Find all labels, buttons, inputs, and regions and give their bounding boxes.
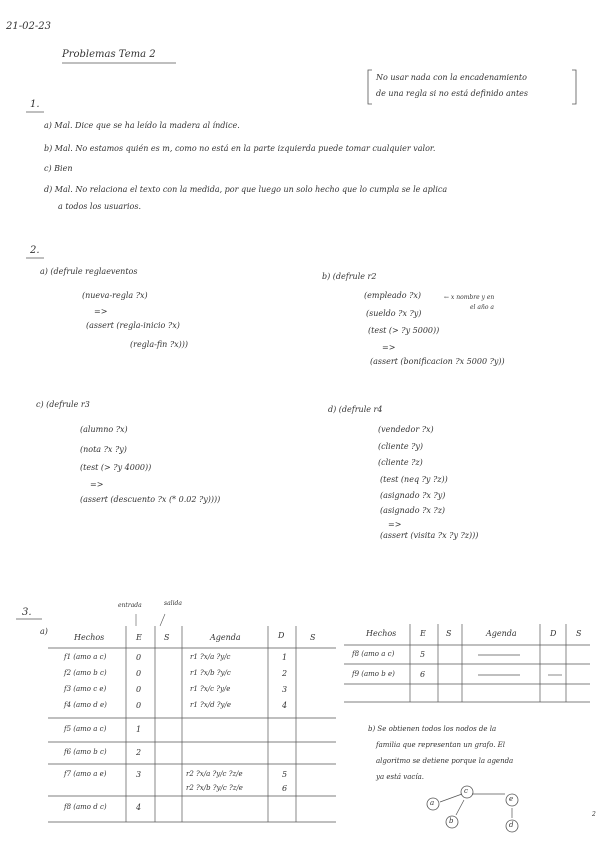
t1-hecho: f5 (amo a c) [64,725,107,733]
t1-agenda: r2 ?x/b ?y/c ?z/e [186,784,243,792]
t1-hecho: f3 (amo c e) [64,685,107,693]
p2-a-line: a) (defrule reglaeventos [40,267,138,276]
p2-c-line: (test (> ?y 4000)) [80,463,152,472]
p2-b-line: (test (> ?y 5000)) [368,326,440,335]
p1-c: c) Bien [44,164,73,173]
t2-header-d: D [550,629,557,638]
t1-e: 4 [136,803,142,812]
note-bracket-right [572,70,576,104]
t1-hecho: f2 (amo b c) [64,669,107,677]
p2-b-line: (sueldo ?x ?y) [366,309,422,318]
page-mark: 2 [592,811,596,818]
p2-b-note: el año a [470,304,494,311]
t2-hecho: f9 (amo b e) [352,670,395,678]
p1-d-line1: d) Mal. No relaciona el texto con la medida, por que luego un solo hecho que lo cumpla se le aplica [44,185,448,194]
t1-e: 0 [136,701,142,710]
p2-number: 2. [30,245,40,256]
p2-c-line: (nota ?x ?y) [80,445,127,454]
t1-e: 0 [136,669,142,678]
t1-header-s: S [164,633,170,642]
salida-arrow [160,614,165,626]
t1-d: 5 [282,770,288,779]
p3-b-line: algoritmo se detiene porque la agenda [376,757,514,765]
date: 21-02-23 [6,21,51,32]
t1-d: 4 [282,701,288,710]
t1-d: 3 [282,685,288,694]
t1-header-agenda: Agenda [210,633,241,642]
t1-e: 3 [136,770,142,779]
t1-d: 2 [282,669,288,678]
p2-a-line: => [94,307,108,316]
t1-hecho: f4 (amo d e) [64,701,107,709]
t1-e: 0 [136,653,142,662]
t2-header-agenda: Agenda [486,629,517,638]
t1-header-hechos: Hechos [74,633,105,642]
p2-a-line: (nueva-regla ?x) [82,291,148,300]
t2-header-e: E [420,629,426,638]
t1-e: 1 [136,725,142,734]
t2-header-s: S [446,629,452,638]
p3-number: 3. [22,607,32,618]
t1-d: 1 [282,653,288,662]
t1-e: 2 [136,748,142,757]
p1-b: b) Mal. No estamos quién es m, como no está en la parte izquierda puede tomar cualquier valor. [44,144,436,153]
t2-header-s2: S [576,629,582,638]
graph-label-a: a [430,799,435,807]
p2-c-line: c) (defrule r3 [36,400,90,409]
p2-d-line: (test (neq ?y ?z)) [380,475,448,484]
graph-edges [440,794,512,818]
note-line-1: No usar nada con la encadenamiento [376,73,527,82]
p2-c-line: (alumno ?x) [80,425,128,434]
p3-part-a: a) [40,627,48,636]
p2-d-line: d) (defrule r4 [328,405,383,414]
p1-a: a) Mal. Dice que se ha leído la madera al índice. [44,121,240,130]
t1-agenda: r1 ?x/b ?y/c [190,669,231,677]
salida-label: salida [164,600,182,607]
note-bracket-left [368,70,372,104]
p3-b-line: ya está vacía. [376,773,424,781]
p2-c-line: => [90,480,104,489]
graph-label-b: b [449,817,454,825]
note-line-2: de una regla si no está definido antes [376,89,529,98]
t1-agenda: r1 ?x/d ?y/e [190,701,231,709]
t2-hecho: f8 (amo a c) [352,650,395,658]
p2-d-line: (cliente ?z) [378,458,423,467]
t1-d: 6 [282,784,288,793]
p2-d-line: (asignado ?x ?z) [380,506,446,515]
graph-label-d: d [509,821,514,829]
t1-header-e: E [136,633,142,642]
p1-number: 1. [30,99,40,110]
t1-hecho: f1 (amo a c) [64,653,107,661]
t2-header-hechos: Hechos [366,629,397,638]
t1-e: 0 [136,685,142,694]
t1-agenda: r1 ?x/c ?y/e [190,685,231,693]
p2-d-line: (vendedor ?x) [378,425,434,434]
t2-e: 5 [420,650,426,659]
p2-b-line: (empleado ?x) [364,291,422,300]
p2-c-line: (assert (descuento ?x (* 0.02 ?y)))) [80,495,221,504]
p2-a-line: (regla-fin ?x))) [130,340,189,349]
graph-label-e: e [509,795,514,803]
t1-hecho: f6 (amo b c) [64,748,107,756]
p2-d-line: (cliente ?y) [378,442,424,451]
t1-header-s2: S [310,633,316,642]
graph-nodes [427,786,518,832]
p3-b-line: b) Se obtienen todos los nodos de la [368,725,497,733]
p2-b-line: b) (defrule r2 [322,272,377,281]
p2-b-line: => [382,343,396,352]
entrada-label: entrada [118,602,142,609]
p3-b-line: familia que representan un grafo. El [376,741,506,749]
p1-d-line2: a todos los usuarios. [58,202,141,211]
graph-label-c: c [464,787,468,795]
p2-d-line: => [388,520,402,529]
p2-d-line: (assert (visita ?x ?y ?z))) [380,531,479,540]
t2-e: 6 [420,670,426,679]
page-title: Problemas Tema 2 [62,49,156,60]
p2-d-line: (asignado ?x ?y) [380,491,446,500]
p2-a-line: (assert (regla-inicio ?x) [86,321,180,330]
p2-b-line: (assert (bonificacion ?x 5000 ?y)) [370,357,505,366]
t1-header-d: D [278,631,285,640]
t1-hecho: f8 (amo d c) [64,803,107,811]
t1-agenda: r1 ?x/a ?y/c [190,653,231,661]
t1-agenda: r2 ?x/a ?y/c ?z/e [186,770,243,778]
p2-b-note: ← x nombre y en [444,294,495,301]
t1-hecho: f7 (amo a e) [64,770,107,778]
